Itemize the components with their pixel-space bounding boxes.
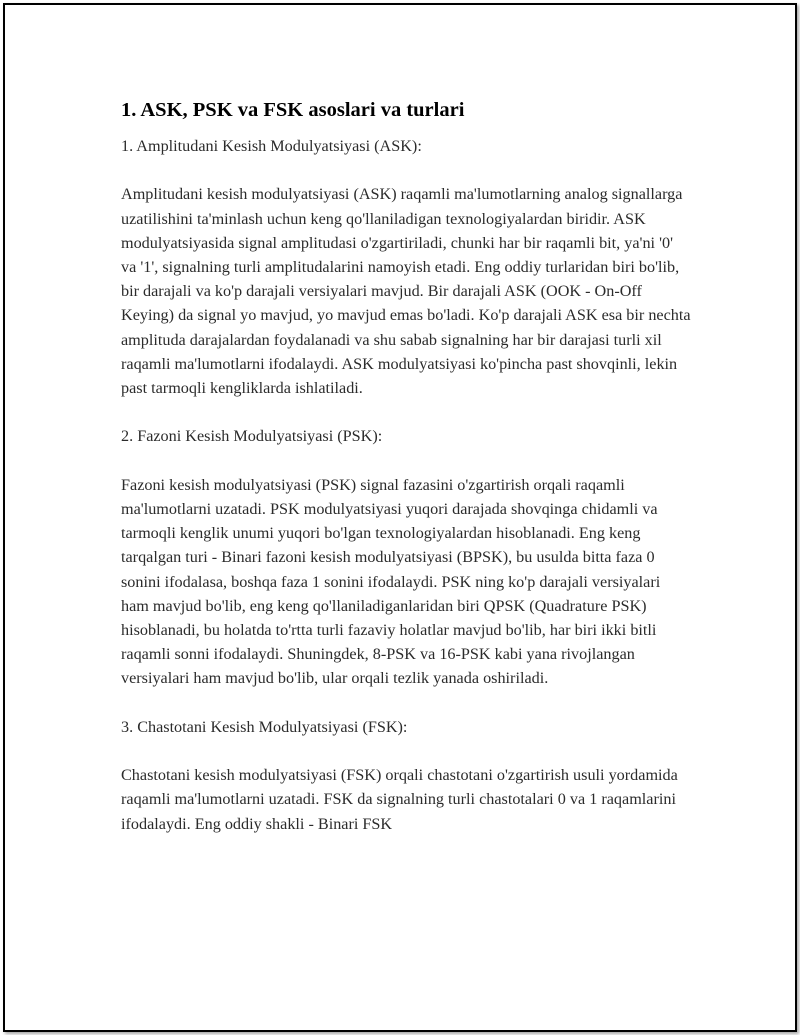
page-title: 1. ASK, PSK va FSK asoslari va turlari bbox=[121, 99, 465, 121]
section-body-psk: Fazoni kesish modulyatsiyasi (PSK) signal fazasini o'zgartirish orqali raqamli ma'lumotlarni uzatadi. PSK modulyatsiyasi yuqori darajada shovqinga chidamli va tarmoqli kenglik unumi yuqori bo'lgan texnologiyalardan hisoblanadi. Eng keng tarqalgan turi - Binari fazoni kesish modulyatsiyasi (BPSK), bu usulda bitta faza 0 sonini ifodalasa, boshqa faza 1 sonini ifodalaydi. PSK ning ko'p darajali versiyalari ham mavjud bo'lib, eng keng qo'llaniladiganlaridan biri QPSK (Quadrature PSK) hisoblanadi, bu holatda to'rtta turli fazaviy holatlar mavjud bo'lib, har biri ikki bitli raqamli sonni ifodalaydi. Shuningdek, 8-PSK va 16-PSK kabi yana rivojlangan versiyalari ham mavjud bo'lib, ular orqali tezlik yanada oshiriladi. bbox=[121, 475, 661, 688]
section-body-ask: Amplitudani kesish modulyatsiyasi (ASK) raqamli ma'lumotlarning analog signallarga uzatilishini ta'minlash uchun keng qo'llaniladigan texnologiyalardan biridir. ASK modulyatsiyasida signal amplitudasi o'zgartiriladi, chunki har bir raqamli bit, ya'ni '0' va '1', signalning turli amplitudalarini namoyish etadi. Eng oddiy turlaridan biri bo'lib, bir darajali va ko'p darajali versiyalari mavjud. Bir darajali ASK (OOK - On-Off Keying) da signal yo mavjud, yo mavjud emas bo'ladi. Ko'p darajali ASK esa bir nechta amplituda darajalardan foydalanadi va shu sabab signalning har bir darajasi turli xil raqamli ma'lumotlarni ifodalaydi. ASK modulyatsiyasi ko'pincha past shovqinli, lekin past tarmoqli kengliklarda ishlatiladi. bbox=[121, 185, 691, 398]
document-content bbox=[121, 93, 691, 836]
section-body-fsk: Chastotani kesish modulyatsiyasi (FSK) orqali chastotani o'zgartirish usuli yordamida raqamli ma'lumotlarni uzatadi. FSK da signalning turli chastotalari 0 va 1 raqamlarini ifodalaydi. Eng oddiy shakli - Binari FSK bbox=[121, 766, 678, 833]
document-page bbox=[3, 3, 797, 1032]
section-heading-fsk: 3. Chastotani Kesish Modulyatsiyasi (FSK): bbox=[121, 717, 408, 736]
section-heading-psk: 2. Fazoni Kesish Modulyatsiyasi (PSK): bbox=[121, 427, 383, 446]
section-heading-ask: 1. Amplitudani Kesish Modulyatsiyasi (ASK): bbox=[121, 137, 422, 155]
